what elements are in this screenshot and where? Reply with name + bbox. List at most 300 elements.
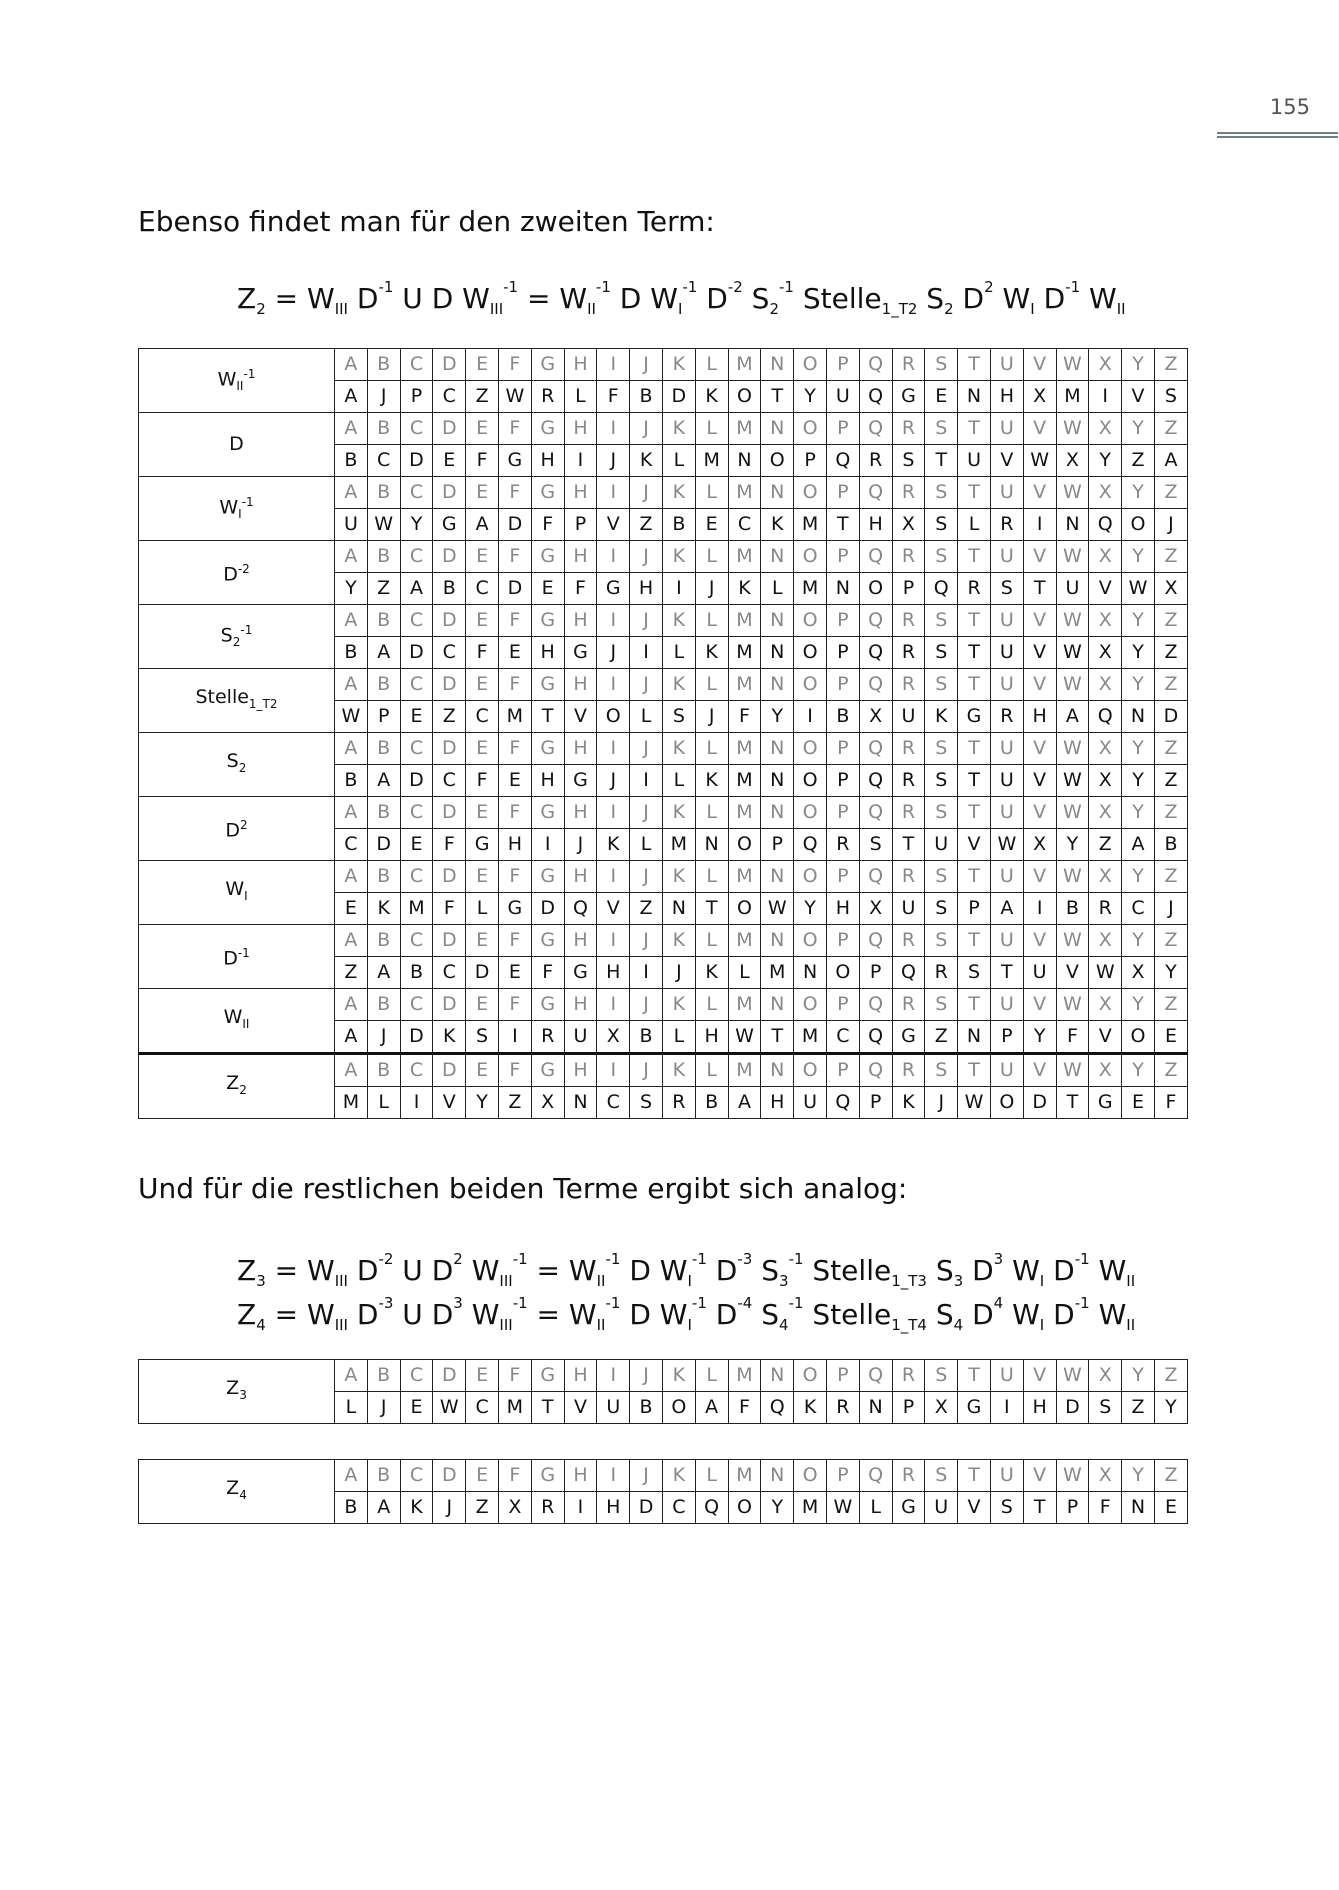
alphabet-cell: Y	[1122, 413, 1155, 445]
cipher-cell: L	[859, 1492, 892, 1524]
alphabet-cell: P	[826, 669, 859, 701]
alphabet-cell: L	[695, 1460, 728, 1492]
cipher-cell: E	[498, 637, 531, 669]
row-label: $W_I$	[139, 861, 335, 925]
row-label: $W_I^{-1}$	[139, 477, 335, 541]
cipher-cell: P	[1056, 1492, 1089, 1524]
alphabet-cell: P	[826, 797, 859, 829]
alphabet-cell: J	[630, 605, 663, 637]
alphabet-cell: S	[925, 733, 958, 765]
cipher-cell: C	[433, 957, 466, 989]
alphabet-cell: Y	[1122, 541, 1155, 573]
cipher-cell: J	[597, 445, 630, 477]
cipher-cell: J	[597, 637, 630, 669]
cipher-cell: Z	[925, 1021, 958, 1054]
cipher-cell: K	[695, 765, 728, 797]
alphabet-cell: A	[335, 925, 368, 957]
cipher-cell: R	[990, 701, 1023, 733]
alphabet-cell: N	[761, 413, 794, 445]
alphabet-cell: R	[892, 605, 925, 637]
alphabet-cell: Y	[1122, 1054, 1155, 1087]
alphabet-cell: B	[367, 861, 400, 893]
cipher-cell: X	[1089, 765, 1122, 797]
cipher-cell: W	[826, 1492, 859, 1524]
cipher-cell: D	[630, 1492, 663, 1524]
cipher-cell: Y	[400, 509, 433, 541]
alphabet-cell: P	[826, 989, 859, 1021]
cipher-cell: U	[990, 637, 1023, 669]
alphabet-cell: E	[466, 669, 499, 701]
cipher-cell: F	[1089, 1492, 1122, 1524]
alphabet-cell: E	[466, 733, 499, 765]
cipher-cell: V	[564, 1392, 597, 1424]
alphabet-cell: V	[1023, 477, 1056, 509]
alphabet-cell: P	[826, 541, 859, 573]
cipher-cell: M	[728, 765, 761, 797]
cipher-cell: X	[498, 1492, 531, 1524]
alphabet-cell: I	[597, 605, 630, 637]
cipher-cell: N	[662, 893, 695, 925]
cipher-cell: V	[597, 509, 630, 541]
cipher-cell: O	[1122, 1021, 1155, 1054]
cipher-cell: B	[630, 381, 663, 413]
alphabet-cell: D	[433, 861, 466, 893]
cipher-cell: Q	[892, 957, 925, 989]
cipher-cell: K	[728, 573, 761, 605]
alphabet-cell: S	[925, 349, 958, 381]
cipher-cell: P	[564, 509, 597, 541]
cipher-cell: J	[1154, 893, 1187, 925]
cipher-cell: T	[531, 1392, 564, 1424]
cipher-cell: T	[695, 893, 728, 925]
cipher-cell: A	[990, 893, 1023, 925]
alphabet-cell: V	[1023, 797, 1056, 829]
rotor-table-z4	[138, 1459, 1188, 1524]
cipher-cell: N	[859, 1392, 892, 1424]
cipher-cell: M	[728, 637, 761, 669]
cipher-cell: E	[925, 381, 958, 413]
cipher-cell: X	[925, 1392, 958, 1424]
cipher-cell: J	[1154, 509, 1187, 541]
cipher-cell: N	[564, 1087, 597, 1119]
alphabet-cell: O	[794, 605, 827, 637]
cipher-cell: N	[728, 445, 761, 477]
alphabet-cell: H	[564, 413, 597, 445]
alphabet-cell: N	[761, 989, 794, 1021]
row-label: $D^{-2}$	[139, 541, 335, 605]
alphabet-cell: D	[433, 925, 466, 957]
cipher-cell: C	[1122, 893, 1155, 925]
cipher-cell: N	[958, 381, 991, 413]
cipher-cell: O	[728, 381, 761, 413]
cipher-cell: Q	[1089, 509, 1122, 541]
cipher-cell: C	[433, 381, 466, 413]
cipher-cell: S	[630, 1087, 663, 1119]
cipher-cell: G	[433, 509, 466, 541]
alphabet-cell: R	[892, 669, 925, 701]
cipher-cell: F	[466, 637, 499, 669]
alphabet-cell: R	[892, 861, 925, 893]
alphabet-cell: P	[826, 605, 859, 637]
cipher-cell: Z	[1154, 637, 1187, 669]
cipher-cell: T	[925, 445, 958, 477]
cipher-cell: C	[826, 1021, 859, 1054]
alphabet-cell: J	[630, 925, 663, 957]
row-label: $Z_3$	[139, 1360, 335, 1424]
alphabet-cell: T	[958, 925, 991, 957]
cipher-cell: O	[728, 829, 761, 861]
cipher-cell: L	[564, 381, 597, 413]
cipher-cell: B	[400, 957, 433, 989]
alphabet-cell: Q	[859, 1460, 892, 1492]
cipher-cell: H	[859, 509, 892, 541]
alphabet-cell: K	[662, 989, 695, 1021]
alphabet-cell: O	[794, 1054, 827, 1087]
formula-z4: $Z_4 = W_{III}$ $D^{-3}$ U $D^3$ $W_{III}^{-1} = W_{II}^{-1}$ D $W_I^{-1}$ $D^{-4}$ $S_4^{-1}$ Stelle$_{1\_T4}$ $S_4$ $D^4$ $W_I$ $D^{-1}$ $W_{II}$	[237, 1294, 1136, 1334]
cipher-cell: K	[630, 445, 663, 477]
cipher-cell: R	[892, 637, 925, 669]
alphabet-cell: H	[564, 797, 597, 829]
cipher-cell: O	[990, 1087, 1023, 1119]
cipher-cell: H	[826, 893, 859, 925]
alphabet-cell: R	[892, 797, 925, 829]
alphabet-cell: F	[498, 605, 531, 637]
cipher-cell: C	[597, 1087, 630, 1119]
alphabet-cell: W	[1056, 605, 1089, 637]
alphabet-cell: V	[1023, 349, 1056, 381]
cipher-cell: W	[958, 1087, 991, 1119]
alphabet-cell: H	[564, 1460, 597, 1492]
table-row-alphabet	[139, 797, 1188, 829]
alphabet-cell: Q	[859, 989, 892, 1021]
alphabet-cell: S	[925, 797, 958, 829]
cipher-cell: A	[1056, 701, 1089, 733]
cipher-cell: W	[1056, 765, 1089, 797]
cipher-cell: D	[466, 957, 499, 989]
alphabet-cell: J	[630, 477, 663, 509]
cipher-cell: P	[892, 1392, 925, 1424]
cipher-cell: A	[728, 1087, 761, 1119]
cipher-cell: Z	[498, 1087, 531, 1119]
cipher-cell: V	[597, 893, 630, 925]
alphabet-cell: C	[400, 413, 433, 445]
cipher-cell: S	[1154, 381, 1187, 413]
cipher-cell: E	[498, 957, 531, 989]
alphabet-cell: O	[794, 669, 827, 701]
row-label: $D^{-1}$	[139, 925, 335, 989]
alphabet-cell: J	[630, 541, 663, 573]
cipher-cell: P	[958, 893, 991, 925]
cipher-cell: T	[1056, 1087, 1089, 1119]
alphabet-cell: D	[433, 413, 466, 445]
alphabet-cell: O	[794, 1360, 827, 1392]
alphabet-cell: X	[1089, 1054, 1122, 1087]
alphabet-cell: G	[531, 925, 564, 957]
alphabet-cell: E	[466, 605, 499, 637]
alphabet-cell: Q	[859, 413, 892, 445]
table-row-alphabet	[139, 669, 1188, 701]
table-row-alphabet	[139, 861, 1188, 893]
cipher-cell: W	[1056, 637, 1089, 669]
alphabet-cell: O	[794, 477, 827, 509]
cipher-cell: U	[892, 893, 925, 925]
alphabet-cell: X	[1089, 413, 1122, 445]
table-row-alphabet	[139, 925, 1188, 957]
cipher-cell: J	[367, 1392, 400, 1424]
cipher-cell: Z	[630, 893, 663, 925]
cipher-cell: N	[1056, 509, 1089, 541]
table-row-alphabet	[139, 1460, 1188, 1492]
alphabet-cell: S	[925, 541, 958, 573]
cipher-cell: W	[990, 829, 1023, 861]
alphabet-cell: H	[564, 733, 597, 765]
intro-text-remaining-terms: Und für die restlichen beiden Terme ergibt sich analog:	[138, 1172, 908, 1205]
cipher-cell: V	[1089, 573, 1122, 605]
cipher-cell: I	[498, 1021, 531, 1054]
alphabet-cell: Z	[1154, 349, 1187, 381]
alphabet-cell: J	[630, 1360, 663, 1392]
alphabet-cell: K	[662, 605, 695, 637]
alphabet-cell: T	[958, 605, 991, 637]
cipher-cell: S	[662, 701, 695, 733]
cipher-cell: U	[564, 1021, 597, 1054]
alphabet-cell: L	[695, 413, 728, 445]
alphabet-cell: I	[597, 733, 630, 765]
cipher-cell: W	[433, 1392, 466, 1424]
cipher-cell: A	[1122, 829, 1155, 861]
cipher-cell: G	[564, 765, 597, 797]
table-row-alphabet	[139, 733, 1188, 765]
cipher-cell: J	[695, 573, 728, 605]
alphabet-cell: V	[1023, 1460, 1056, 1492]
alphabet-cell: R	[892, 1460, 925, 1492]
alphabet-cell: Z	[1154, 477, 1187, 509]
alphabet-cell: M	[728, 349, 761, 381]
cipher-cell: X	[1122, 957, 1155, 989]
cipher-cell: L	[662, 1021, 695, 1054]
alphabet-cell: L	[695, 797, 728, 829]
alphabet-cell: Z	[1154, 1460, 1187, 1492]
alphabet-cell: F	[498, 669, 531, 701]
cipher-cell: M	[794, 1021, 827, 1054]
alphabet-cell: Z	[1154, 797, 1187, 829]
alphabet-cell: K	[662, 733, 695, 765]
rotor-table-z2	[138, 348, 1188, 1119]
alphabet-cell: X	[1089, 925, 1122, 957]
alphabet-cell: P	[826, 1360, 859, 1392]
cipher-cell: C	[662, 1492, 695, 1524]
cipher-cell: A	[367, 765, 400, 797]
rotor-table-z3	[138, 1359, 1188, 1424]
cipher-cell: S	[925, 765, 958, 797]
cipher-cell: P	[859, 957, 892, 989]
alphabet-cell: M	[728, 541, 761, 573]
alphabet-cell: H	[564, 1360, 597, 1392]
cipher-cell: C	[466, 573, 499, 605]
alphabet-cell: S	[925, 413, 958, 445]
alphabet-cell: L	[695, 861, 728, 893]
cipher-cell: K	[892, 1087, 925, 1119]
alphabet-cell: F	[498, 349, 531, 381]
cipher-cell: T	[958, 637, 991, 669]
alphabet-cell: U	[990, 413, 1023, 445]
alphabet-cell: D	[433, 1054, 466, 1087]
cipher-cell: H	[695, 1021, 728, 1054]
alphabet-cell: F	[498, 733, 531, 765]
formula-z3: $Z_3 = W_{III}$ $D^{-2}$ U $D^2$ $W_{III}^{-1} = W_{II}^{-1}$ D $W_I^{-1}$ $D^{-3}$ $S_3^{-1}$ Stelle$_{1\_T3}$ $S_3$ $D^3$ $W_I$ $D^{-1}$ $W_{II}$	[237, 1250, 1136, 1290]
alphabet-cell: O	[794, 733, 827, 765]
alphabet-cell: D	[433, 1360, 466, 1392]
cipher-cell: L	[761, 573, 794, 605]
cipher-cell: D	[662, 381, 695, 413]
alphabet-cell: Z	[1154, 669, 1187, 701]
cipher-cell: O	[859, 573, 892, 605]
cipher-cell: U	[1056, 573, 1089, 605]
cipher-cell: B	[433, 573, 466, 605]
cipher-cell: P	[826, 637, 859, 669]
cipher-cell: X	[597, 1021, 630, 1054]
cipher-cell: L	[662, 765, 695, 797]
cipher-cell: K	[433, 1021, 466, 1054]
alphabet-cell: I	[597, 413, 630, 445]
alphabet-cell: C	[400, 669, 433, 701]
alphabet-cell: V	[1023, 669, 1056, 701]
alphabet-cell: N	[761, 669, 794, 701]
alphabet-cell: W	[1056, 349, 1089, 381]
alphabet-cell: A	[335, 861, 368, 893]
alphabet-cell: S	[925, 1460, 958, 1492]
cipher-cell: O	[761, 445, 794, 477]
cipher-cell: R	[662, 1087, 695, 1119]
cipher-cell: L	[662, 637, 695, 669]
cipher-cell: O	[794, 637, 827, 669]
alphabet-cell: N	[761, 477, 794, 509]
alphabet-cell: C	[400, 925, 433, 957]
cipher-cell: Q	[695, 1492, 728, 1524]
page-number: 155	[1269, 95, 1310, 119]
cipher-cell: A	[695, 1392, 728, 1424]
cipher-cell: B	[335, 1492, 368, 1524]
alphabet-cell: Q	[859, 861, 892, 893]
alphabet-cell: K	[662, 413, 695, 445]
cipher-cell: V	[1023, 637, 1056, 669]
cipher-cell: L	[630, 829, 663, 861]
cipher-cell: V	[990, 445, 1023, 477]
cipher-cell: X	[1154, 573, 1187, 605]
row-label: $S_2^{-1}$	[139, 605, 335, 669]
alphabet-cell: O	[794, 349, 827, 381]
alphabet-cell: L	[695, 605, 728, 637]
cipher-cell: B	[335, 445, 368, 477]
alphabet-cell: T	[958, 861, 991, 893]
cipher-cell: K	[597, 829, 630, 861]
cipher-cell: H	[630, 573, 663, 605]
alphabet-cell: D	[433, 349, 466, 381]
cipher-cell: A	[466, 509, 499, 541]
alphabet-cell: V	[1023, 605, 1056, 637]
alphabet-cell: K	[662, 1360, 695, 1392]
cipher-cell: T	[1023, 1492, 1056, 1524]
intro-text-second-term: Ebenso findet man für den zweiten Term:	[138, 205, 715, 238]
cipher-cell: J	[597, 765, 630, 797]
alphabet-cell: B	[367, 925, 400, 957]
alphabet-cell: X	[1089, 349, 1122, 381]
cipher-cell: P	[859, 1087, 892, 1119]
cipher-cell: P	[794, 445, 827, 477]
cipher-cell: P	[892, 573, 925, 605]
cipher-cell: W	[1122, 573, 1155, 605]
alphabet-cell: V	[1023, 1054, 1056, 1087]
cipher-cell: Y	[466, 1087, 499, 1119]
alphabet-cell: U	[990, 477, 1023, 509]
cipher-cell: M	[695, 445, 728, 477]
alphabet-cell: J	[630, 669, 663, 701]
cipher-cell: I	[564, 1492, 597, 1524]
alphabet-cell: C	[400, 1054, 433, 1087]
cipher-cell: E	[400, 701, 433, 733]
alphabet-cell: G	[531, 1460, 564, 1492]
alphabet-cell: F	[498, 797, 531, 829]
alphabet-cell: T	[958, 413, 991, 445]
alphabet-cell: Z	[1154, 1360, 1187, 1392]
cipher-cell: G	[1089, 1087, 1122, 1119]
alphabet-cell: X	[1089, 1360, 1122, 1392]
alphabet-cell: L	[695, 925, 728, 957]
cipher-cell: T	[1023, 573, 1056, 605]
alphabet-cell: L	[695, 541, 728, 573]
table-row-alphabet	[139, 1054, 1188, 1087]
alphabet-cell: B	[367, 669, 400, 701]
alphabet-cell: Q	[859, 797, 892, 829]
alphabet-cell: U	[990, 605, 1023, 637]
cipher-cell: R	[531, 1492, 564, 1524]
cipher-cell: F	[728, 701, 761, 733]
cipher-cell: D	[1023, 1087, 1056, 1119]
alphabet-cell: Y	[1122, 1360, 1155, 1392]
alphabet-cell: B	[367, 989, 400, 1021]
cipher-cell: B	[662, 509, 695, 541]
alphabet-cell: M	[728, 1054, 761, 1087]
alphabet-cell: G	[531, 1360, 564, 1392]
alphabet-cell: J	[630, 349, 663, 381]
alphabet-cell: G	[531, 669, 564, 701]
cipher-cell: Z	[466, 1492, 499, 1524]
cipher-cell: N	[761, 765, 794, 797]
cipher-cell: V	[958, 1492, 991, 1524]
alphabet-cell: J	[630, 413, 663, 445]
alphabet-cell: R	[892, 733, 925, 765]
alphabet-cell: L	[695, 349, 728, 381]
cipher-cell: I	[662, 573, 695, 605]
row-label: $W_{II}$	[139, 989, 335, 1054]
cipher-cell: G	[564, 637, 597, 669]
cipher-cell: V	[564, 701, 597, 733]
alphabet-cell: E	[466, 989, 499, 1021]
alphabet-cell: V	[1023, 989, 1056, 1021]
alphabet-cell: Y	[1122, 605, 1155, 637]
alphabet-cell: N	[761, 541, 794, 573]
cipher-cell: D	[400, 1021, 433, 1054]
alphabet-cell: B	[367, 1460, 400, 1492]
cipher-cell: R	[826, 1392, 859, 1424]
alphabet-cell: N	[761, 1460, 794, 1492]
cipher-cell: H	[531, 445, 564, 477]
table-row-alphabet	[139, 477, 1188, 509]
alphabet-cell: S	[925, 925, 958, 957]
cipher-cell: W	[761, 893, 794, 925]
alphabet-cell: T	[958, 1054, 991, 1087]
cipher-cell: X	[1023, 829, 1056, 861]
